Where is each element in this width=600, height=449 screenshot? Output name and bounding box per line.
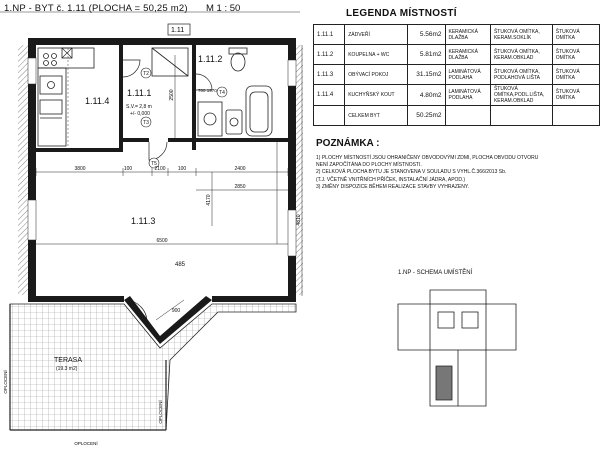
location-scheme bbox=[398, 290, 516, 406]
dim-2100: 2100 bbox=[154, 166, 166, 172]
dim-100-b: 100 bbox=[177, 166, 187, 172]
entrance-wardrobe bbox=[152, 48, 188, 76]
drawing-scale: M 1 : 50 bbox=[206, 3, 241, 14]
legend-cell-floor bbox=[445, 106, 490, 126]
legend-cell-area: 50.25m2 bbox=[408, 106, 445, 126]
legend-cell-floor: LAMINÁTOVÁ PODLAHA bbox=[445, 65, 490, 85]
legend-cell-code: 1.11.3 bbox=[314, 65, 345, 85]
fence-label-bottom: OPLOCENÍ bbox=[74, 441, 98, 446]
legend-cell-name: KOUPELNA + WC bbox=[345, 45, 408, 65]
legend-cell-ceil: ŠTUKOVÁ OMÍTKA bbox=[552, 85, 599, 106]
note-line: 1) PLOCHY MÍSTNOSTÍ JSOU OHRANIČENY OBVODOVÝMI ZDMI, PLOCHA OBVODU OTVORU bbox=[316, 155, 539, 161]
legend-cell-area: 5.56m2 bbox=[408, 25, 445, 45]
room-1-11-3: 1.11.3 bbox=[131, 216, 156, 226]
legend-cell-floor: KERAMICKÁ DLAŽBA bbox=[445, 45, 490, 65]
terrace-floor bbox=[10, 304, 296, 430]
notes-list bbox=[316, 155, 566, 191]
legend-row bbox=[314, 85, 600, 106]
scheme-title: 1.NP - SCHEMA UMÍSTĚNÍ bbox=[398, 270, 473, 276]
door-tag-t2: T2 bbox=[143, 71, 149, 77]
legend-cell-wall: ŠTUKOVÁ OMÍTKA,PODL.LIŠTA, KERAM.OBKLAD bbox=[490, 85, 552, 106]
legend-cell-ceil: ŠTUKOVÁ OMÍTKA bbox=[552, 45, 599, 65]
fence-label-right: OPLOCENÍ bbox=[158, 400, 163, 424]
legend-cell-name: KUCHYŇSKÝ KOUT bbox=[345, 85, 408, 106]
door-tag-t5: T5 bbox=[151, 161, 157, 167]
legend-cell-ceil: ŠTUKOVÁ OMÍTKA bbox=[552, 65, 599, 85]
legend-cell-code: 1.11.1 bbox=[314, 25, 345, 45]
legend-title: LEGENDA MÍSTNOSTÍ bbox=[346, 8, 457, 19]
door-tags bbox=[141, 68, 227, 168]
note-line: NENÍ ZAPOČÍTÁNA DO PLOCHY MÍSTNOSTI. bbox=[316, 162, 422, 169]
note-line: 3) ZMĚNY DISPOZICE BĚHEM REALIZACE STAVBY VYHRAZENY. bbox=[316, 183, 469, 190]
windows bbox=[28, 58, 296, 256]
dim-900: 900 bbox=[171, 308, 181, 314]
dim-2400: 2400 bbox=[234, 166, 246, 172]
legend-cell-ceil: ŠTUKOVÁ OMÍTKA bbox=[552, 25, 599, 45]
terrace-label: TERASA bbox=[54, 357, 83, 364]
unit-tag: 1.11 bbox=[171, 27, 185, 34]
legend-cell-code: 1.11.2 bbox=[314, 45, 345, 65]
dim-485: 485 bbox=[174, 262, 186, 268]
legend-row bbox=[314, 65, 600, 85]
room-1-11-1: 1.11.1 bbox=[127, 88, 152, 98]
doors bbox=[123, 60, 212, 322]
terrace-area: (19.3 m2) bbox=[56, 366, 78, 372]
notes-title: POZNÁMKA : bbox=[316, 138, 380, 149]
legend-cell-wall: ŠTUKOVÁ OMÍTKA, KERAM.SOKLÍK bbox=[490, 25, 552, 45]
legend-row bbox=[314, 25, 600, 45]
door-size: 700 1970 bbox=[198, 88, 217, 93]
dim-2500: 2500 bbox=[169, 89, 175, 101]
legend-cell-code bbox=[314, 106, 345, 126]
drawing-title: 1.NP - BYT č. 1.11 (PLOCHA = 50,25 m2) bbox=[4, 3, 188, 14]
dim-6500: 6500 bbox=[156, 238, 168, 244]
left-cladding bbox=[18, 45, 28, 295]
door-tag-t4: T4 bbox=[219, 90, 225, 96]
ceiling-height: S.V.= 2,8 m bbox=[126, 104, 152, 110]
dim-3800: 3800 bbox=[74, 166, 86, 172]
dim-4810: 4810 bbox=[296, 214, 302, 226]
room-1-11-2: 1.11.2 bbox=[198, 54, 223, 64]
legend-cell-wall: ŠTUKOVÁ OMÍTKA, PODLAHOVÁ LIŠTA bbox=[490, 65, 552, 85]
note-line: 2) CELKOVÁ PLOCHA BYTU JE STANOVENA V SOULADU S VYHL.Č.366/2013 Sb. bbox=[316, 169, 507, 176]
legend-cell-area: 31.15m2 bbox=[408, 65, 445, 85]
door-tag-t3: T3 bbox=[143, 120, 149, 126]
legend-row bbox=[314, 106, 600, 126]
note-line: (T.J. VČETNĚ VNITŘNÍCH PŘÍČEK, INSTALAČNÍ JÁDRA, APOD.) bbox=[316, 176, 466, 183]
fence-label-left: OPLOCENÍ bbox=[3, 370, 8, 394]
legend-cell-name: CELKEM BYT bbox=[345, 106, 408, 126]
dim-2850: 2850 bbox=[234, 184, 246, 190]
dim-100-a: 100 bbox=[123, 166, 133, 172]
legend-cell-wall bbox=[490, 106, 552, 126]
floor-level: +/- 0,000 bbox=[130, 111, 150, 117]
legend-cell-code: 1.11.4 bbox=[314, 85, 345, 106]
legend-cell-area: 5.81m2 bbox=[408, 45, 445, 65]
legend-cell-floor: KERAMICKÁ DLAŽBA bbox=[445, 25, 490, 45]
legend-row bbox=[314, 45, 600, 65]
dim-4170: 4170 bbox=[206, 194, 212, 206]
legend-cell-floor: LAMINÁTOVÁ PODLAHA bbox=[445, 85, 490, 106]
legend-cell-area: 4.80m2 bbox=[408, 85, 445, 106]
legend-cell-name: ZÁDVEŘÍ bbox=[345, 25, 408, 45]
legend-cell-wall: ŠTUKOVÁ OMÍTKA, KERAM.OBKLAD bbox=[490, 45, 552, 65]
room-1-11-4: 1.11.4 bbox=[85, 96, 110, 106]
legend-cell-name: OBÝVACÍ POKOJ bbox=[345, 65, 408, 85]
legend-cell-ceil bbox=[552, 106, 599, 126]
room-legend-table bbox=[313, 24, 600, 126]
